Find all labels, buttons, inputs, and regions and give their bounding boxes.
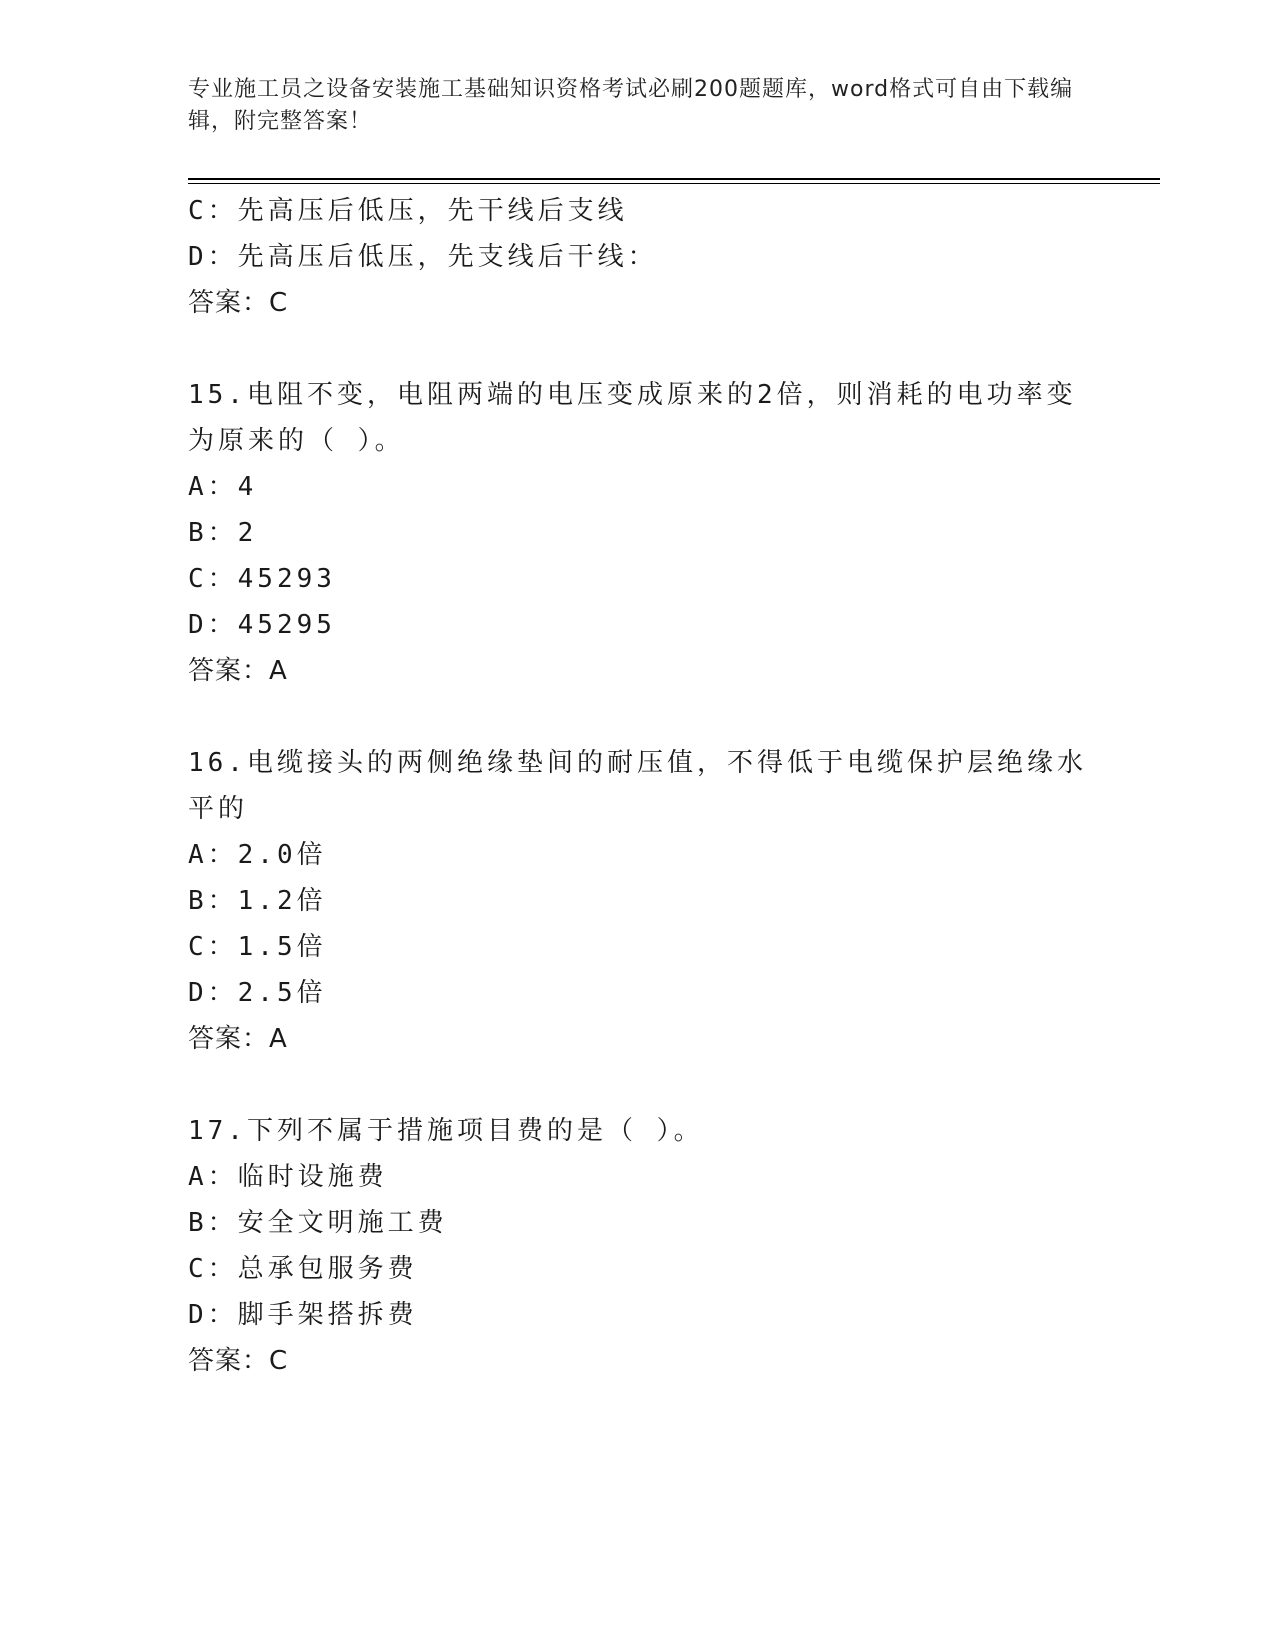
option-d: D：脚手架搭拆费 <box>188 1300 418 1330</box>
document-header: 专业施工员之设备安装施工基础知识资格考试必刷200题题库，word格式可自由下载编辑，附完整答案！ <box>188 77 1074 134</box>
answer: 答案：A <box>188 656 288 686</box>
option-d: D：先高压后低压，先支线后干线： <box>188 242 658 272</box>
option-d: D：45295 <box>188 610 336 640</box>
option-a: A：4 <box>188 472 258 502</box>
spacer <box>188 1062 1088 1108</box>
document-content <box>188 188 1088 1384</box>
answer: 答案：C <box>188 1346 289 1376</box>
question-block-15 <box>188 372 1088 694</box>
option-d: D：2.5倍 <box>188 978 327 1008</box>
question-text: 15.电阻不变，电阻两端的电压变成原来的2倍，则消耗的电功率变为原来的（ ）。 <box>188 380 1077 456</box>
question-text: 16.电缆接头的两侧绝缘垫间的耐压值，不得低于电缆保护层绝缘水平的 <box>188 748 1087 824</box>
header-rule-thin <box>188 183 1160 184</box>
question-block-16 <box>188 740 1088 1062</box>
option-b: B：2 <box>188 518 258 548</box>
option-b: B：1.2倍 <box>188 886 327 916</box>
answer: 答案：A <box>188 1024 288 1054</box>
question-block-14 <box>188 188 1088 326</box>
option-b: B：安全文明施工费 <box>188 1208 448 1238</box>
spacer <box>188 326 1088 372</box>
header-rule-thick <box>188 178 1160 180</box>
question-block-17 <box>188 1108 1088 1384</box>
option-c: C：先高压后低压，先干线后支线 <box>188 196 628 226</box>
option-a: A：2.0倍 <box>188 840 327 870</box>
option-c: C：45293 <box>188 564 336 594</box>
question-text: 17.下列不属于措施项目费的是（ ）。 <box>188 1116 704 1146</box>
answer: 答案：C <box>188 288 289 318</box>
option-c: C：1.5倍 <box>188 932 327 962</box>
option-c: C：总承包服务费 <box>188 1254 418 1284</box>
spacer <box>188 694 1088 740</box>
option-a: A：临时设施费 <box>188 1162 388 1192</box>
